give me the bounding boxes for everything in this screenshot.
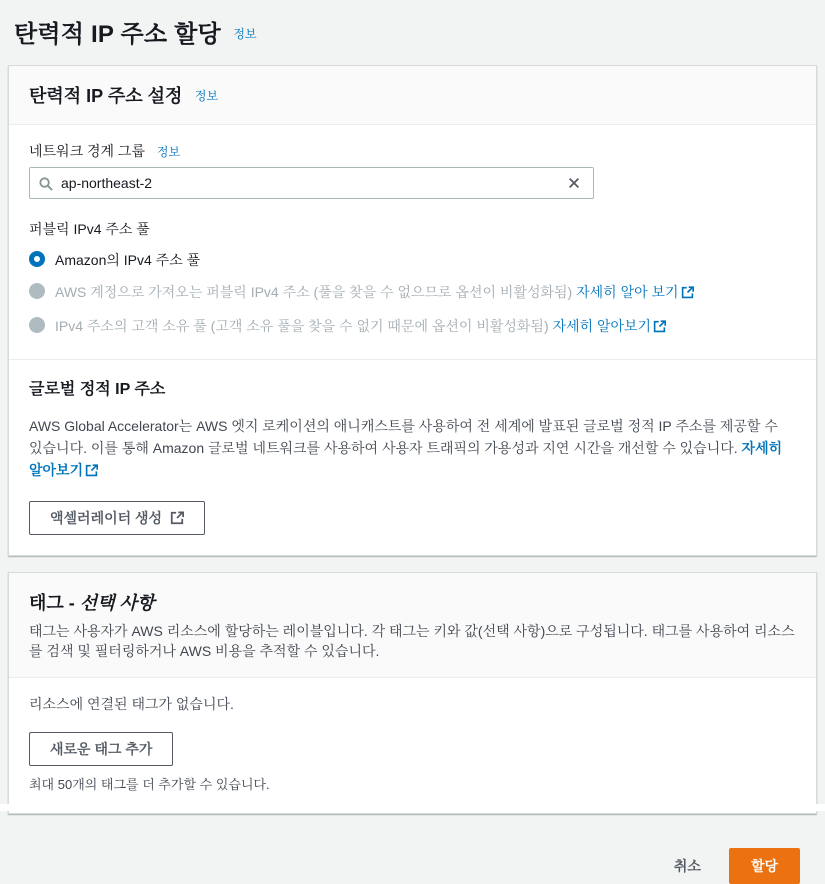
settings-card-heading: 탄력적 IP 주소 설정 xyxy=(29,86,183,106)
global-static-ip-description xyxy=(29,415,794,483)
create-accelerator-button-label: 액셀러레이터 생성 xyxy=(50,510,163,526)
network-border-group-search-box[interactable] xyxy=(29,167,594,199)
external-link-icon xyxy=(653,317,666,339)
global-static-ip-section xyxy=(29,360,796,535)
external-link-icon xyxy=(170,511,184,525)
search-icon xyxy=(38,176,53,191)
pool-option-coip-text: IPv4 주소의 고객 소유 풀 (고객 소유 풀을 찾을 수 없기 때문에 옵션이 비활성화됨) xyxy=(55,318,553,334)
tags-card-header xyxy=(9,573,816,678)
radio-selected-icon[interactable] xyxy=(29,251,45,267)
global-static-ip-heading: 글로벌 정적 IP 주소 xyxy=(29,381,166,398)
settings-info-link[interactable]: 정보 xyxy=(194,89,219,103)
pool-option-coip xyxy=(29,315,796,339)
tags-limit-hint: 최대 50개의 태그를 더 추가할 수 있습니다. xyxy=(29,777,270,792)
tags-heading-optional: 선택 사항 xyxy=(79,593,155,613)
pool-option-byoip-label xyxy=(55,281,694,305)
public-ipv4-pool-label: 퍼블릭 IPv4 주소 풀 xyxy=(29,221,150,237)
page-info-link[interactable]: 정보 xyxy=(233,27,257,41)
footer-actions xyxy=(8,830,817,884)
create-accelerator-button[interactable] xyxy=(29,501,205,535)
add-new-tag-button[interactable] xyxy=(29,732,173,766)
network-border-group-label: 네트워크 경계 그룹 xyxy=(29,143,145,159)
tags-heading-prefix: 태그 - xyxy=(29,593,80,613)
external-link-icon xyxy=(85,461,98,483)
global-accelerator-learn-more-link[interactable]: 자세히 알아보기 xyxy=(29,440,783,478)
elastic-ip-settings-card xyxy=(8,65,817,556)
pool-option-amazon-label: Amazon의 IPv4 주소 풀 xyxy=(55,252,201,268)
pool-option-amazon[interactable] xyxy=(29,249,796,271)
network-border-group-info-link[interactable]: 정보 xyxy=(156,145,181,159)
tags-card-heading xyxy=(29,593,154,613)
pool-option-byoip-text: AWS 계정으로 가져오는 퍼블릭 IPv4 주소 (풀을 찾을 수 없으므로 옵션이 비활성화됨) xyxy=(55,284,577,300)
settings-card-body xyxy=(9,125,816,555)
coip-learn-more-link[interactable]: 자세히 알아보기 xyxy=(552,318,652,334)
tags-empty-text: 리소스에 연결된 태그가 없습니다. xyxy=(29,696,234,712)
allocate-button[interactable]: 할당 xyxy=(729,848,800,884)
byoip-learn-more-link[interactable]: 자세히 알아 보기 xyxy=(576,284,679,300)
network-border-group-input[interactable] xyxy=(61,175,563,191)
radio-disabled-icon xyxy=(29,317,45,333)
radio-disabled-icon xyxy=(29,283,45,299)
close-icon xyxy=(567,176,581,190)
tags-card xyxy=(8,572,817,814)
page-header xyxy=(8,0,817,65)
clear-input-button[interactable] xyxy=(563,172,585,194)
cancel-button[interactable]: 취소 xyxy=(670,850,705,882)
external-link-icon xyxy=(681,283,694,305)
settings-card-header xyxy=(9,66,816,125)
add-new-tag-button-label: 새로운 태그 추가 xyxy=(50,741,153,757)
pool-option-byoip xyxy=(29,281,796,305)
bottom-strip xyxy=(0,804,825,811)
pool-option-coip-label xyxy=(55,315,666,339)
global-static-ip-text: AWS Global Accelerator는 AWS 엣지 로케이션의 애니캐스트를 사용하여 전 세계에 발표된 글로벌 정적 IP 주소를 제공할 수 있습니다. 이를 통해 Amazon 글로벌 네트워크를 사용하여 사용자 트래픽의 가용성과 지연 시간을 개선할 수 있습니다. xyxy=(29,418,778,456)
tags-card-description: 태그는 사용자가 AWS 리소스에 할당하는 레이블입니다. 각 태그는 키와 값(선택 사항)으로 구성됩니다. 태그를 사용하여 리소스를 검색 및 필터링하거나 AWS 비용을 추적할 수 있습니다. xyxy=(29,623,795,659)
page-title: 탄력적 IP 주소 할당 xyxy=(14,21,221,48)
tags-card-body xyxy=(9,678,816,813)
network-border-group-label-row xyxy=(29,141,796,161)
